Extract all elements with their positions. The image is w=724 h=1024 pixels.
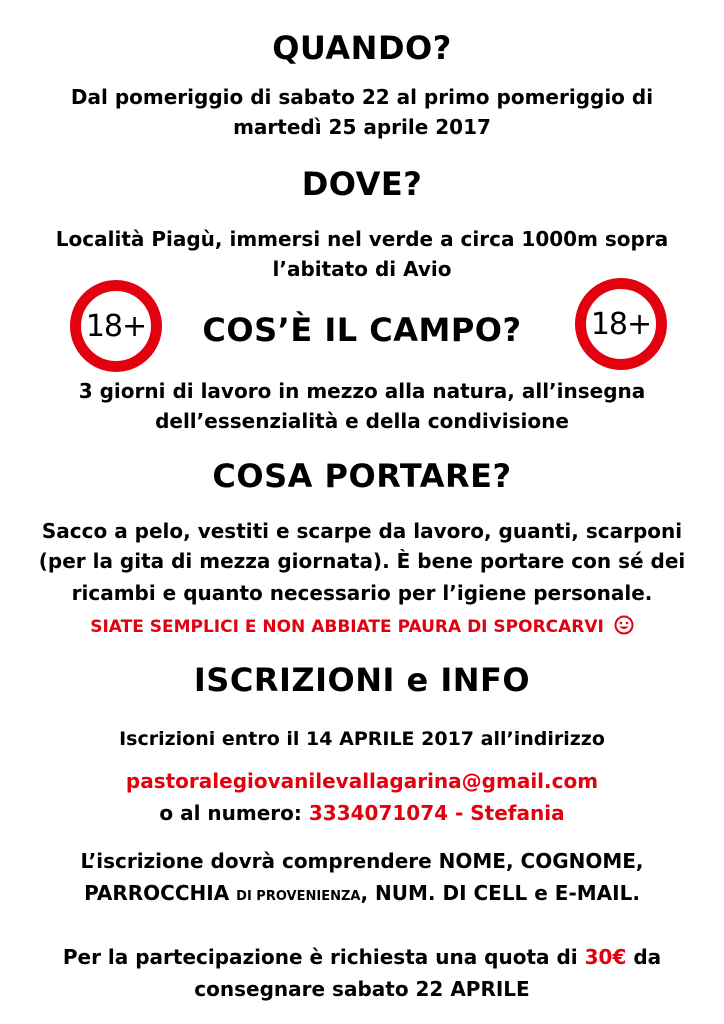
- requirements-provenienza: DI PROVENIENZA: [236, 889, 361, 904]
- warning-text: SIATE SEMPLICI E NON ABBIATE PAURA DI SPORCARVI: [90, 617, 604, 637]
- fee-suffix: da: [626, 945, 662, 969]
- phone-prefix: o al numero:: [159, 801, 309, 825]
- age-18-label-right: 18+: [590, 306, 652, 342]
- campo-line-2: dell’essenzialità e della condivisione: [155, 409, 569, 433]
- requirements-line-2: [0, 878, 724, 912]
- portare-line-1: Sacco a pelo, vestiti e scarpe da lavoro, guanti, scarponi: [41, 519, 683, 543]
- quando-line-2: martedì 25 aprile 2017: [233, 115, 491, 139]
- portare-warning: [0, 612, 724, 642]
- fee-line-1: [0, 942, 724, 972]
- contact-email[interactable]: pastoralegiovanilevallagarina@gmail.com: [125, 769, 599, 793]
- dove-line-1: Località Piagù, immersi nel verde a circa 1000m sopra: [55, 227, 669, 251]
- fee-line-2: consegnare sabato 22 APRILE: [194, 977, 530, 1001]
- portare-line-2: (per la gita di mezza giornata). È bene portare con sé dei: [38, 549, 686, 573]
- campo-heading: COS’È IL CAMPO?: [202, 311, 522, 349]
- iscrizioni-heading: ISCRIZIONI e INFO: [193, 661, 531, 699]
- quando-heading: QUANDO?: [272, 29, 452, 67]
- contact-phone-line: [0, 798, 724, 828]
- fee-amount: 30€: [584, 945, 627, 969]
- iscrizioni-deadline: Iscrizioni entro il 14 APRILE 2017 all’indirizzo: [119, 728, 605, 750]
- requirements-parrocchia: PARROCCHIA: [84, 881, 237, 905]
- dove-heading: DOVE?: [301, 165, 423, 203]
- requirements-line-1: L’iscrizione dovrà comprendere NOME, COGNOME,: [80, 849, 644, 873]
- portare-heading: COSA PORTARE?: [212, 457, 512, 495]
- fee-prefix: Per la partecipazione è richiesta una quota di: [62, 945, 585, 969]
- quando-line-1: Dal pomeriggio di sabato 22 al primo pomeriggio di: [70, 85, 654, 109]
- requirements-rest: , NUM. DI CELL e E-MAIL.: [360, 881, 640, 905]
- age-18-label-left: 18+: [85, 308, 147, 344]
- campo-line-1: 3 giorni di lavoro in mezzo alla natura, all’insegna: [78, 379, 646, 403]
- portare-line-3: ricambi e quanto necessario per l’igiene personale.: [71, 581, 653, 605]
- smiley-icon: [614, 615, 634, 635]
- contact-phone[interactable]: 3334071074 - Stefania: [308, 801, 565, 825]
- dove-line-2: l’abitato di Avio: [272, 257, 452, 281]
